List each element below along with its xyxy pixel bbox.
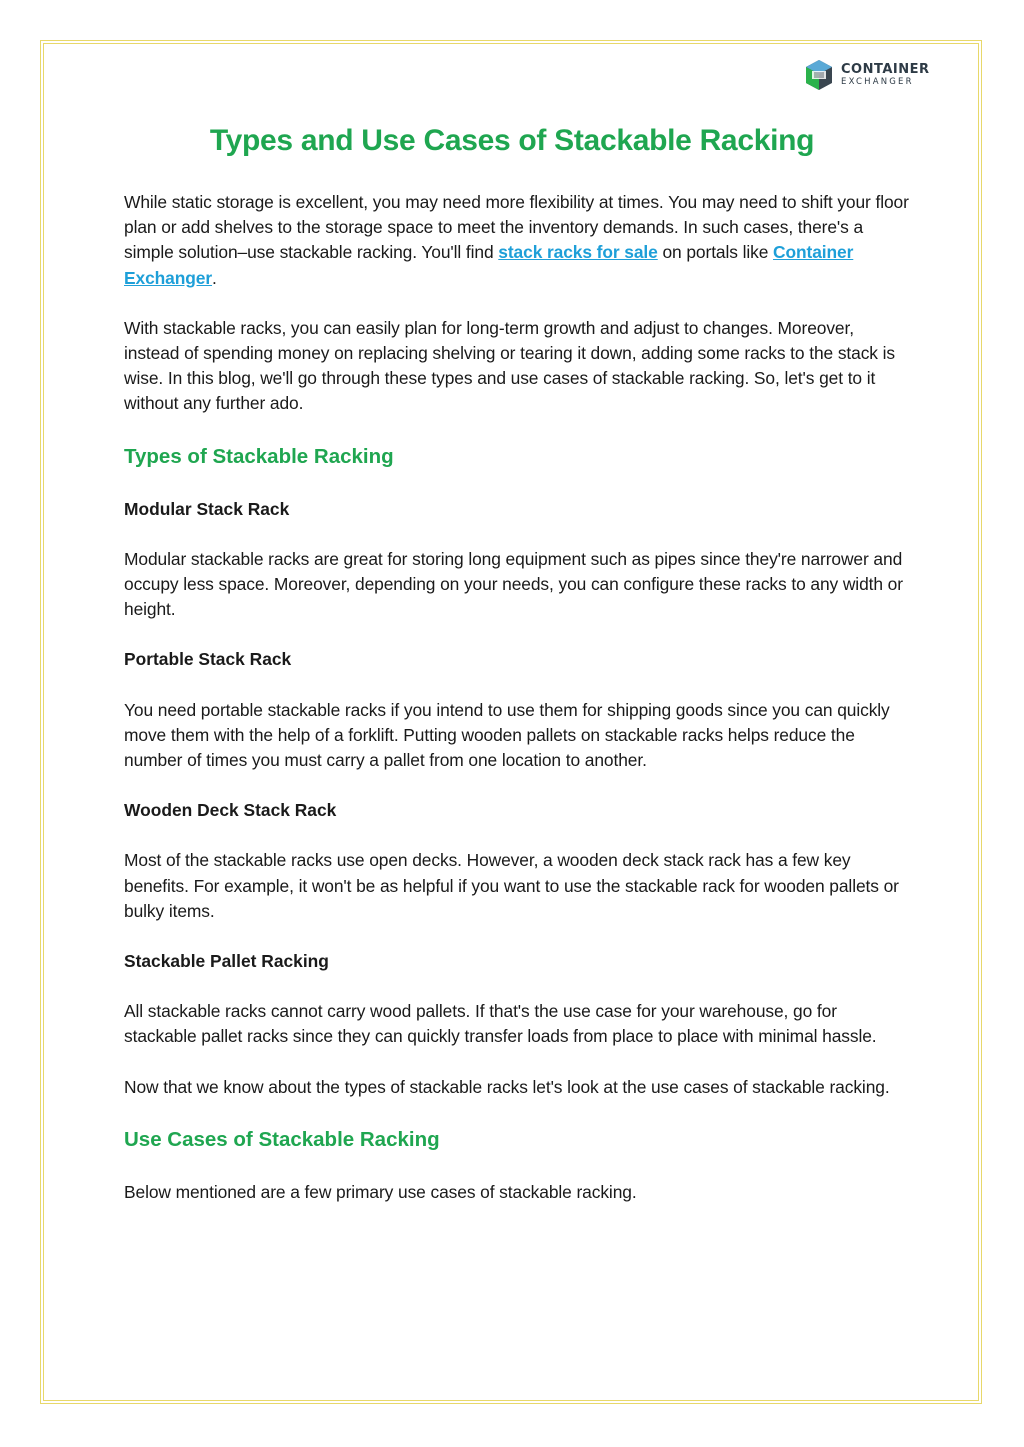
type-heading-wooden-deck: Wooden Deck Stack Rack [124,800,337,821]
spacer [124,417,914,442]
article-body [124,190,914,1205]
intro-paragraph-2: With stackable racks, you can easily plan for long-term growth and adjust to changes. Moreover, instead of spending money on replacing shelving or tearing it down, adding some racks to the stack is wise. In this blog, we'll go through these types and use cases of stackable racking. So, let's get to it without any further ado. [124,317,895,414]
stack-racks-for-sale-link[interactable]: stack racks for sale [498,242,658,263]
logo-mark-icon [802,58,836,92]
type-body-wooden-deck: Most of the stackable racks use open decks. However, a wooden deck stack rack has a few key benefits. For example, it won't be as helpful if you want to use the stackable rack for wooden pallets or bulky items. [124,850,899,921]
spacer [124,522,914,547]
container-exchanger-logo[interactable] [802,58,952,92]
spacer [124,622,914,647]
type-body-pallet: All stackable racks cannot carry wood pallets. If that's the use case for your warehouse, go for stackable pallet racks since they can quickly transfer loads from place to place with minimal hassle. [124,1001,877,1047]
spacer [124,924,914,949]
intro-text-middle: on portals like [657,242,774,263]
spacer [124,974,914,999]
spacer [124,1050,914,1075]
intro-text-start: While static storage is excellent, you may need more flexibility at times. You may need to shift your floor plan or add shelves to the storage space to meet the inventory demands. In such cases, there's a simple solution–use stackable racking. You'll find [124,192,909,263]
type-heading-pallet: Stackable Pallet Racking [124,951,329,972]
spacer [124,823,914,848]
logo-wordmark-top: CONTAINER [841,62,930,78]
types-section-heading: Types of Stackable Racking [124,444,394,468]
spacer [124,1100,914,1125]
container-exchanger-link[interactable]: Container Exchanger [124,242,854,288]
spacer [124,1155,914,1180]
intro-text-end: . [212,267,217,288]
type-body-portable: You need portable stackable racks if you intend to use them for shipping goods since you can quickly move them with the help of a forklift. Putting wooden pallets on stackable racks helps reduce the number of times you must carry a pallet from one location to another. [124,699,890,771]
use-cases-section-heading: Use Cases of Stackable Racking [124,1127,440,1151]
type-heading-modular: Modular Stack Rack [124,498,290,519]
types-outro-paragraph: Now that we know about the types of stackable racks let's look at the use cases of stackable racking. [124,1076,890,1097]
spacer [124,472,914,497]
logo-wordmark-bottom: EXCHANGER [841,77,914,88]
page-title: Types and Use Cases of Stackable Racking [209,124,815,157]
use-cases-intro-paragraph: Below mentioned are a few primary use cases of stackable racking. [124,1181,637,1202]
intro-paragraph-1 [124,190,914,291]
type-heading-portable: Portable Stack Rack [124,649,292,670]
spacer [124,773,914,798]
spacer [124,291,914,316]
type-body-modular: Modular stackable racks are great for storing long equipment such as pipes since they're narrower and occupy less space. Moreover, depending on your needs, you can configure these racks to any width or height. [124,548,903,620]
spacer [124,673,914,698]
